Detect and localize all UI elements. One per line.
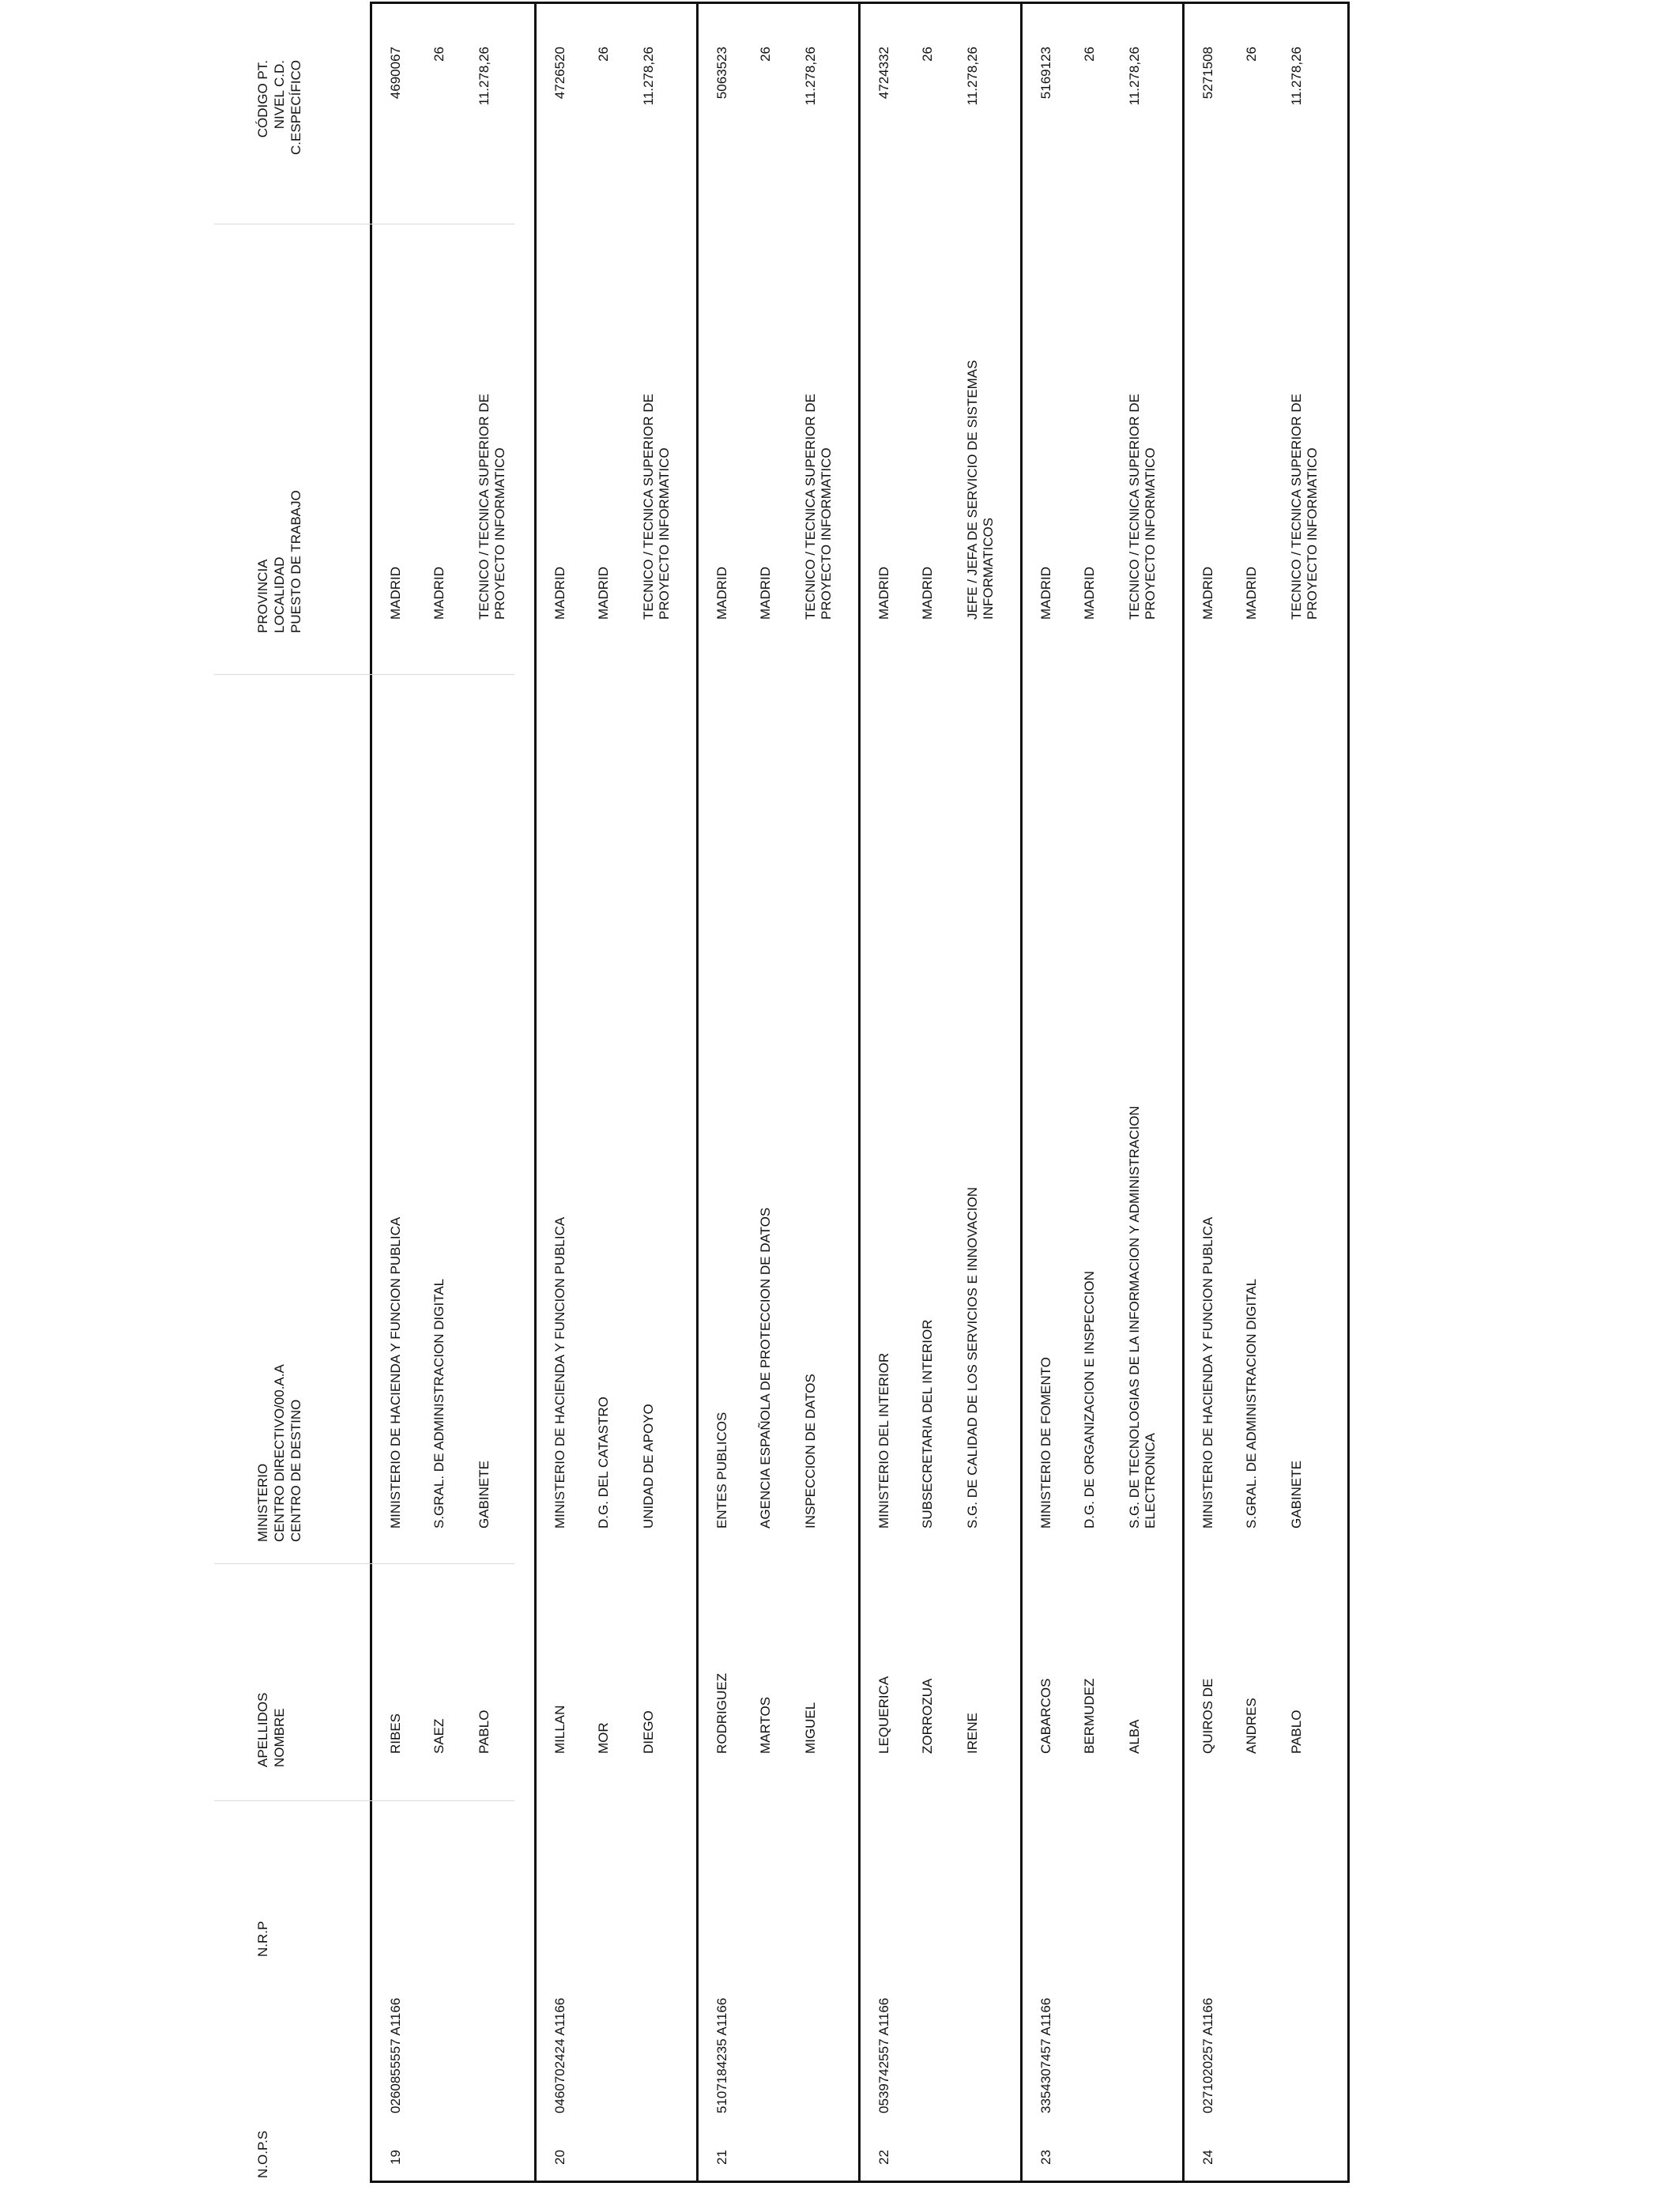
row-especifico: 11.278,26 [477, 47, 492, 106]
row-codigo: 5271508 [1200, 47, 1215, 100]
header-apellidos-nombre [254, 1693, 288, 1768]
row-codigo: 4724332 [876, 47, 891, 100]
row-localidad: MADRID [920, 566, 935, 620]
row-apellido2: ZORROZUA [920, 1678, 935, 1754]
table-row [858, 4, 1020, 2181]
row-apellido2: MARTOS [758, 1696, 773, 1754]
row-nivel: 26 [758, 47, 773, 62]
header-codigo [254, 60, 304, 171]
row-puesto: TECNICO / TECNICA SUPERIOR DE PROYECTO INFORMATICO [641, 394, 672, 620]
header-provincia [254, 490, 304, 633]
row-puesto: TECNICO / TECNICA SUPERIOR DE PROYECTO INFORMATICO [1289, 394, 1320, 620]
header-nops [254, 2131, 271, 2178]
row-nrp: 5107184235 A1166 [714, 1997, 729, 2113]
row-localidad: MADRID [431, 566, 446, 620]
table-row [1020, 4, 1182, 2181]
row-nombre: PABLO [477, 1710, 492, 1754]
row-nops: 22 [876, 2150, 891, 2165]
row-centro-destino: INSPECCION DE DATOS [803, 1374, 818, 1529]
row-puesto: TECNICO / TECNICA SUPERIOR DE PROYECTO INFORMATICO [1127, 394, 1158, 620]
row-nrp: 0539742557 A1166 [876, 1997, 891, 2113]
row-provincia: MADRID [1038, 566, 1053, 620]
header-nivel: NIVEL C.D. [272, 60, 287, 130]
row-nops: 19 [388, 2150, 403, 2165]
row-nops: 20 [552, 2150, 567, 2165]
table-row [372, 4, 534, 2181]
row-nops: 23 [1038, 2150, 1053, 2165]
row-apellido2: BERMUDEZ [1082, 1678, 1097, 1754]
row-ministerio: MINISTERIO DE HACIENDA Y FUNCION PUBLICA [388, 1216, 403, 1529]
row-codigo: 4690067 [388, 47, 403, 100]
row-nivel: 26 [596, 47, 611, 62]
row-puesto: TECNICO / TECNICA SUPERIOR DE PROYECTO INFORMATICO [477, 394, 507, 620]
row-especifico: 11.278,26 [1289, 47, 1304, 106]
row-provincia: MADRID [552, 566, 567, 620]
row-especifico: 11.278,26 [965, 47, 980, 106]
row-nrp: 0260855557 A1166 [388, 1997, 403, 2113]
row-nombre: DIEGO [641, 1710, 656, 1754]
row-nivel: 26 [1082, 47, 1097, 62]
row-apellido2: SAEZ [431, 1718, 446, 1754]
row-especifico: 11.278,26 [641, 47, 656, 106]
row-apellido1: RIBES [388, 1713, 403, 1754]
header-centro-destino: CENTRO DE DESTINO [288, 1399, 303, 1542]
row-centro-directivo: SUBSECRETARIA DEL INTERIOR [920, 1319, 935, 1529]
row-apellido1: QUIROS DE [1200, 1678, 1215, 1754]
row-centro-destino: GABINETE [1289, 1461, 1304, 1529]
table-row [696, 4, 858, 2181]
row-nrp: 0460702424 A1166 [552, 1997, 567, 2113]
row-apellido2: ANDRES [1244, 1698, 1259, 1754]
row-codigo: 5063523 [714, 47, 729, 100]
header-ministerio [254, 1364, 304, 1542]
header-nombre: NOMBRE [272, 1708, 287, 1767]
row-centro-directivo: AGENCIA ESPAÑOLA DE PROTECCION DE DATOS [758, 1207, 773, 1529]
results-table [370, 2, 1350, 2183]
row-nombre: ALBA [1127, 1719, 1142, 1754]
row-localidad: MADRID [1244, 566, 1259, 620]
row-provincia: MADRID [1200, 566, 1215, 620]
row-nrp: 0271020257 A1166 [1200, 1997, 1215, 2113]
row-centro-directivo: D.G. DEL CATASTRO [596, 1397, 611, 1529]
row-provincia: MADRID [388, 566, 403, 620]
header-nops-label: N.O.P.S [255, 2130, 270, 2178]
row-codigo: 4726520 [552, 47, 567, 100]
header-codigo-label: CÓDIGO PT. [255, 60, 270, 138]
row-provincia: MADRID [714, 566, 729, 620]
header-nrp [254, 1921, 271, 1957]
row-ministerio: MINISTERIO DE HACIENDA Y FUNCION PUBLICA [1200, 1216, 1215, 1529]
header-apellidos: APELLIDOS [255, 1692, 270, 1767]
row-apellido1: RODRIGUEZ [714, 1673, 729, 1754]
header-ministerio-label: MINISTERIO [255, 1463, 270, 1542]
table-row [1182, 4, 1344, 2181]
row-nrp: 3354307457 A1166 [1038, 1997, 1053, 2113]
header-provincia-label: PROVINCIA [255, 559, 270, 633]
row-localidad: MADRID [758, 566, 773, 620]
row-centro-directivo: D.G. DE ORGANIZACION E INSPECCION [1082, 1271, 1097, 1529]
row-codigo: 5169123 [1038, 47, 1053, 100]
row-provincia: MADRID [876, 566, 891, 620]
row-nivel: 26 [431, 47, 446, 62]
row-especifico: 11.278,26 [1127, 47, 1142, 106]
row-nops: 24 [1200, 2150, 1215, 2165]
row-centro-destino: UNIDAD DE APOYO [641, 1404, 656, 1529]
row-localidad: MADRID [1082, 566, 1097, 620]
row-ministerio: MINISTERIO DE FOMENTO [1038, 1357, 1053, 1529]
row-nivel: 26 [920, 47, 935, 62]
row-nops: 21 [714, 2150, 729, 2165]
row-nombre: IRENE [965, 1713, 980, 1754]
header-especifico: C.ESPECÍFICO [288, 60, 303, 155]
row-centro-destino: S.G. DE CALIDAD DE LOS SERVICIOS E INNOVACION [965, 1186, 980, 1529]
header-localidad: LOCALIDAD [272, 556, 287, 633]
row-puesto: JEFE / JEFA DE SERVICIO DE SISTEMAS INFORMATICOS [965, 360, 996, 620]
row-ministerio: MINISTERIO DEL INTERIOR [876, 1352, 891, 1529]
row-centro-directivo: S.GRAL. DE ADMINISTRACION DIGITAL [1244, 1278, 1259, 1529]
row-puesto: TECNICO / TECNICA SUPERIOR DE PROYECTO INFORMATICO [803, 394, 834, 620]
row-apellido2: MOR [596, 1722, 611, 1754]
row-especifico: 11.278,26 [803, 47, 818, 106]
row-centro-directivo: S.GRAL. DE ADMINISTRACION DIGITAL [431, 1278, 446, 1529]
header-puesto: PUESTO DE TRABAJO [288, 490, 303, 633]
row-nombre: PABLO [1289, 1710, 1304, 1754]
header-centro-directivo: CENTRO DIRECTIVO/00.A.A [272, 1364, 287, 1542]
row-apellido1: CABARCOS [1038, 1678, 1053, 1754]
row-apellido1: LEQUERICA [876, 1676, 891, 1754]
row-apellido1: MILLAN [552, 1705, 567, 1754]
row-ministerio: MINISTERIO DE HACIENDA Y FUNCION PUBLICA [552, 1216, 567, 1529]
row-ministerio: ENTES PUBLICOS [714, 1412, 729, 1529]
row-localidad: MADRID [596, 566, 611, 620]
header-nrp-label: N.R.P [255, 1921, 270, 1957]
row-centro-destino: S.G. DE TECNOLOGIAS DE LA INFORMACION Y ADMINISTRACION ELECTRONICA [1127, 1106, 1158, 1529]
table-row [534, 4, 696, 2181]
row-centro-destino: GABINETE [477, 1461, 492, 1529]
row-nombre: MIGUEL [803, 1702, 818, 1754]
row-nivel: 26 [1244, 47, 1259, 62]
